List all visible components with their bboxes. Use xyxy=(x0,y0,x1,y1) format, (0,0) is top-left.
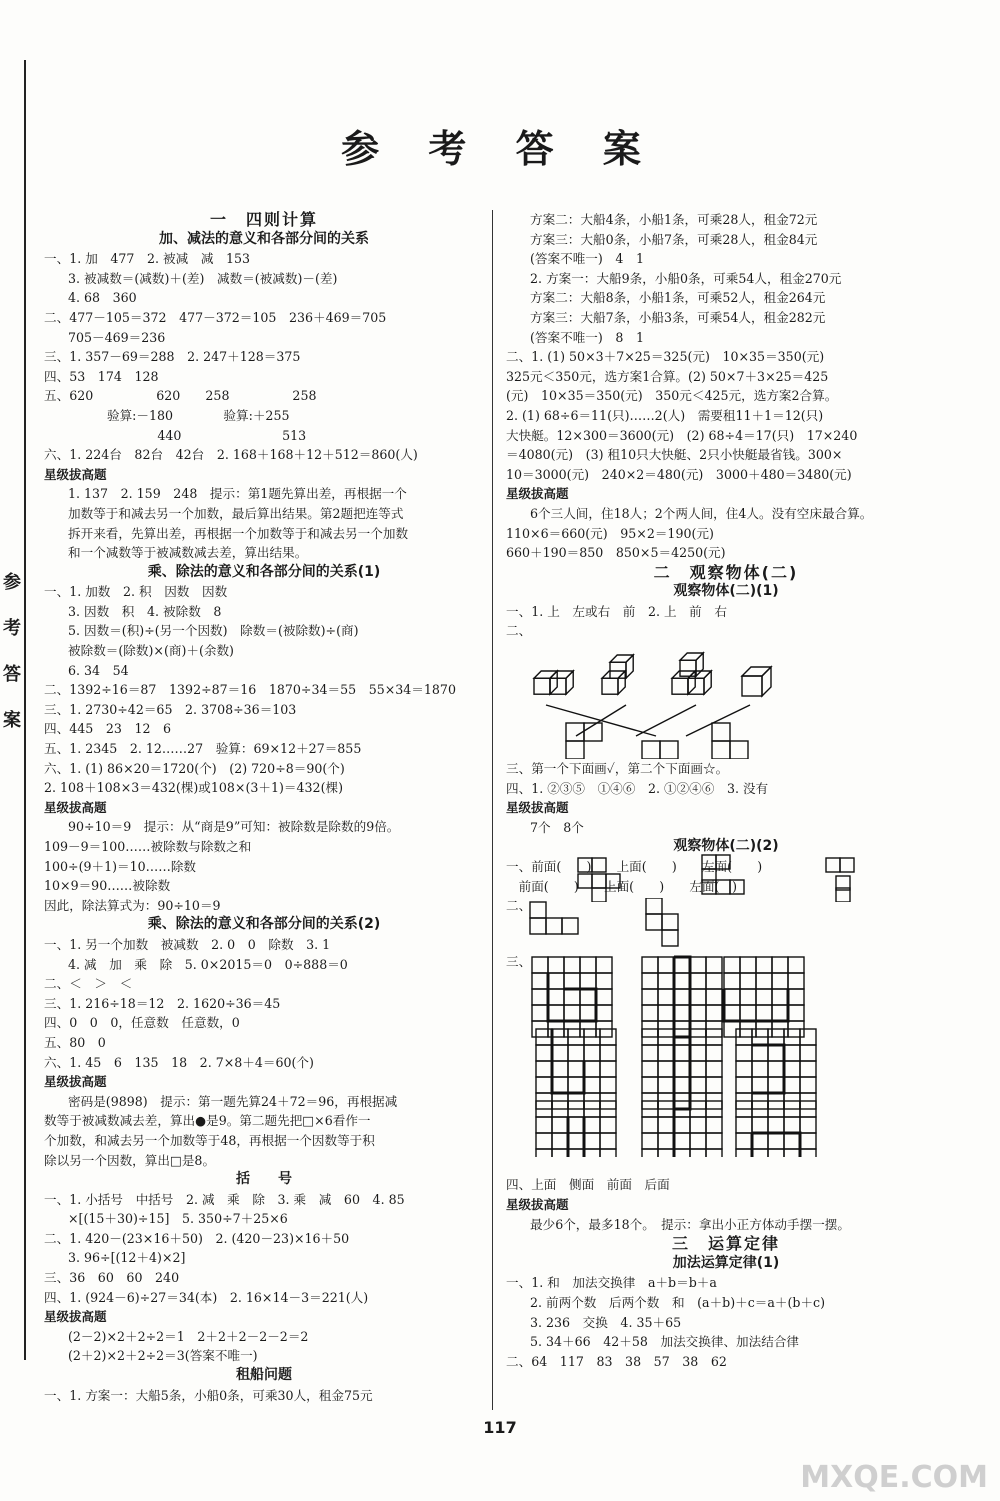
answer-line: 二、 xyxy=(506,898,532,914)
answer-line: 一、1. 加 477 2. 被减 减 153 xyxy=(44,251,251,267)
answer-line: 三、1. 357－69＝288 2. 247＋128＝375 xyxy=(44,349,301,365)
bonus-heading: 星级拔高题 xyxy=(44,1309,107,1325)
answer-line: 二、477－105＝372 477－372＝105 236＋469＝705 xyxy=(44,309,387,325)
answer-line: 六、1. 224台 82台 42台 2. 168＋168＋12＋512＝860(人) xyxy=(44,447,418,463)
bonus-heading: 星级拔高题 xyxy=(44,466,107,482)
answer-line: 二、1392÷16＝87 1392÷87＝16 1870÷34＝55 55×34＝1870 xyxy=(44,682,456,698)
figure-net xyxy=(506,916,946,952)
section-heading: 观察物体(二)(1) xyxy=(673,583,779,600)
answer-line: ＝4080(元) (3) 租10只大快艇、2只小快艇最省钱。300× xyxy=(506,447,843,463)
answer-line: (2－2)×2＋2÷2＝1 2＋2＋2－2－2＝2 xyxy=(68,1328,309,1344)
bonus-heading: 星级拔高题 xyxy=(44,1074,107,1090)
answer-line: 二、 xyxy=(506,623,532,639)
answer-line: 和一个减数等于被减数减去差，算出结果。 xyxy=(68,545,308,561)
answer-line: 2. 108＋108×3＝432(棵)或108×(3＋1)＝432(棵) xyxy=(44,780,343,796)
answer-line: 5. 34＋66 42＋58 加法交换律、加法结合律 xyxy=(530,1334,800,1350)
answer-line: 二、64 117 83 38 57 38 62 xyxy=(506,1353,727,1369)
section-heading: 乘、除法的意义和各部分间的关系(1) xyxy=(147,563,381,580)
answer-line: 三、第一个下面画✓，第二个下面画☆。 xyxy=(506,761,729,777)
answer-line: (答案不唯一) 4 1 xyxy=(530,251,645,267)
answer-line: 五、620 620 258 258 xyxy=(44,388,317,404)
answer-line: 7个 8个 xyxy=(530,819,584,835)
answer-line: 一、1. 方案一：大船5条，小船0条，可乘30人，租金75元 xyxy=(44,1387,373,1403)
answer-line: 二、1. 420－(23×16＋50) 2. (420－23)×16＋50 xyxy=(44,1230,350,1246)
answer-line: 4. 减 加 乘 除 5. 0×2015＝0 0÷888＝0 xyxy=(68,956,348,972)
answer-line: 方案二：大船8条，小船1条，可乘52人，租金264元 xyxy=(530,290,826,306)
answer-line: 密码是(9898) 提示：第一题先算24＋72＝96，再根据减 xyxy=(68,1093,398,1109)
answer-line: 因此，除法算式为：90÷10＝9 xyxy=(44,897,221,913)
answer-line: 验算:－180 验算:＋255 xyxy=(44,407,290,423)
answer-line: 10＝3000(元) 240×2＝480(元) 3000＋480＝3480(元) xyxy=(506,466,852,482)
answer-line: 除以另一个因数，算出□是8。 xyxy=(44,1152,216,1168)
answer-line: 3. 因数 积 4. 被除数 8 xyxy=(68,603,222,619)
answer-line: 一、1. 和 加法交换律 a＋b＝b＋a xyxy=(506,1275,717,1291)
answer-line: 三、 xyxy=(506,953,532,969)
answer-figure xyxy=(506,641,946,759)
column-divider xyxy=(492,210,493,1410)
answer-line: 一、1. 另一个加数 被减数 2. 0 0 除数 3. 1 xyxy=(44,936,331,952)
section-heading: 二 观察物体(二) xyxy=(653,562,799,582)
answer-line: 五、80 0 xyxy=(44,1034,106,1050)
section-heading: 三 运算定律 xyxy=(671,1234,780,1254)
answer-line: 一、1. 加数 2. 积 因数 因数 xyxy=(44,584,228,600)
answer-line: 四、0 0 0，任意数 任意数，0 xyxy=(44,1015,240,1031)
section-heading: 括 号 xyxy=(236,1171,292,1188)
answer-line: 90÷10＝9 提示：从“商是9”可知：被除数是除数的9倍。 xyxy=(68,819,400,835)
answer-line: 1. 137 2. 159 248 提示：第1题先算出差，再根据一个 xyxy=(68,486,407,502)
section-heading: 加、减法的意义和各部分间的关系 xyxy=(159,230,369,247)
answer-line: 二、1. (1) 50×3＋7×25＝325(元) 10×35＝350(元) xyxy=(506,349,825,365)
section-heading: 租船问题 xyxy=(236,1367,292,1384)
answer-line: (答案不唯一) 8 1 xyxy=(530,329,645,345)
answer-line: 拆开来看，先算出差，再根据一个加数等于和减去另一个加数 xyxy=(68,525,409,541)
answer-line: 四、53 174 128 xyxy=(44,368,159,384)
bonus-heading: 星级拔高题 xyxy=(44,799,107,815)
spine-char: 考 xyxy=(3,618,21,639)
answer-line: 三、1. 216÷18＝12 2. 1620÷36＝45 xyxy=(44,995,281,1011)
spine-char: 答 xyxy=(3,664,21,685)
answer-line: 个加数，和减去另一个加数等于48，再根据一个因数等于积 xyxy=(44,1132,375,1148)
answer-line: 前面( ) 上面( ) 左面( ) xyxy=(506,878,737,894)
answer-line: 方案二：大船4条，小船1条，可乘28人，租金72元 xyxy=(530,212,818,227)
section-heading: 一 四则计算 xyxy=(209,210,318,229)
answer-figure xyxy=(506,898,946,952)
answer-line: 325元＜350元，选方案1合算。(2) 50×7＋3×25＝425 xyxy=(506,368,829,384)
answer-line: 440 513 xyxy=(44,427,307,443)
answer-line: 六、1. 45 6 135 18 2. 7×8＋4＝60(个) xyxy=(44,1054,314,1070)
answer-line: 加数等于和减去另一个加数，最后算出结果。第2题把连等式 xyxy=(68,505,404,521)
page-title: 参 考 答 案 xyxy=(341,126,659,171)
answer-line: 一、前面( ) 上面( ) 左面( ) xyxy=(506,859,763,875)
right-column xyxy=(506,210,946,1371)
answer-line: 大快艇。12×300＝3600(元) (2) 68÷4＝17(只) 17×240 xyxy=(506,427,858,443)
answer-line: 方案三：大船7条，小船3条，可乘54人，租金282元 xyxy=(530,309,826,325)
spine-char: 案 xyxy=(3,710,21,731)
answer-line: 6个三人间，住18人；2个两人间，住4人。没有空床最合算。 xyxy=(530,505,873,521)
bonus-heading: 星级拔高题 xyxy=(506,486,569,502)
answer-line: 705－469＝236 xyxy=(68,329,166,345)
answer-line: 一、1. 上 左或右 前 2. 上 前 右 xyxy=(506,603,727,619)
answer-line: 二、＜ ＞ ＜ xyxy=(44,976,133,992)
section-heading: 乘、除法的意义和各部分间的关系(2) xyxy=(147,916,381,933)
figure-cubes xyxy=(506,641,946,759)
answer-line: 2. 方案一：大船9条，小船0条，可乘54人，租金270元 xyxy=(530,270,842,286)
answer-line: 数等于被减数减去差，算出●是9。第二题先把□×6看作一 xyxy=(44,1113,371,1129)
answer-line: (2＋2)×2＋2÷2＝3(答案不唯一) xyxy=(68,1348,258,1364)
answer-line: 最少6个，最多18个。 提示：拿出小正方体动手摆一摆。 xyxy=(530,1216,850,1232)
answer-line: 四、445 23 12 6 xyxy=(44,721,172,737)
answer-line: 10×9＝90……被除数 xyxy=(44,878,171,894)
answer-line: 一、1. 小括号 中括号 2. 减 乘 除 3. 乘 减 60 4. 85 xyxy=(44,1191,405,1207)
section-heading: 观察物体(二)(2) xyxy=(673,838,779,855)
bonus-heading: 星级拔高题 xyxy=(506,800,569,816)
answer-line: 5. 因数＝(积)÷(另一个因数) 除数＝(被除数)÷(商) xyxy=(68,623,359,639)
answer-line: 三、1. 2730÷42＝65 2. 3708÷36＝103 xyxy=(44,701,297,717)
figure-grids xyxy=(506,971,946,1175)
answer-line: 六、1. (1) 86×20＝1720(个) (2) 720÷8＝90(个) xyxy=(44,760,345,776)
answer-line: 2. (1) 68÷6＝11(只)……2(人) 需要租11＋1＝12(只) xyxy=(506,407,824,423)
answer-line: 五、1. 2345 2. 12……27 验算：69×12＋27＝855 xyxy=(44,741,362,757)
answer-line: 100÷(9＋1)＝10……除数 xyxy=(44,858,197,874)
answer-line: 660＋190＝850 850×5＝4250(元) xyxy=(506,545,726,561)
left-column xyxy=(44,210,484,1405)
answer-line: 四、上面 侧面 前面 后面 xyxy=(506,1177,670,1193)
spine-char: 参 xyxy=(3,572,21,593)
answer-line: 4. 68 360 xyxy=(68,290,137,306)
watermark: MXQE.COM xyxy=(800,1460,988,1495)
answer-line: ×[(15＋30)÷15] 5. 350÷7＋25×6 xyxy=(68,1211,288,1227)
answer-line: 3. 被减数＝(减数)＋(差) 减数＝(被减数)－(差) xyxy=(68,270,338,286)
spine-title xyxy=(0,560,24,744)
answer-line: 3. 96÷[(12＋4)×2] xyxy=(68,1250,186,1266)
answer-line: (元) 10×35＝350(元) 350元＜425元，选方案2合算。 xyxy=(506,388,838,404)
page-number: 117 xyxy=(483,1418,517,1437)
answer-line: 三、36 60 60 240 xyxy=(44,1270,180,1286)
answer-line: 110×6＝660(元) 95×2＝190(元) xyxy=(506,525,714,541)
answer-line: 四、1. ②③⑤ ①④⑥ 2. ①②④⑥ 3. 没有 xyxy=(506,780,769,796)
answer-figure xyxy=(506,953,946,1157)
answer-line: 方案三：大船0条，小船7条，可乘28人，租金84元 xyxy=(530,231,818,247)
answer-line: 109－9＝100……被除数与除数之和 xyxy=(44,839,252,854)
bonus-heading: 星级拔高题 xyxy=(506,1197,569,1212)
answer-line: 2. 前两个数 后两个数 和 (a＋b)＋c＝a＋(b＋c) xyxy=(530,1294,826,1310)
answer-line: 3. 236 交换 4. 35＋65 xyxy=(530,1314,682,1330)
answer-line: 四、1. (924－6)÷27＝34(本) 2. 16×14－3＝221(人) xyxy=(44,1289,369,1305)
answer-line: 6. 34 54 xyxy=(68,662,129,678)
answer-line: 被除数＝(除数)×(商)＋(余数) xyxy=(68,643,234,659)
section-heading: 加法运算定律(1) xyxy=(672,1254,780,1271)
